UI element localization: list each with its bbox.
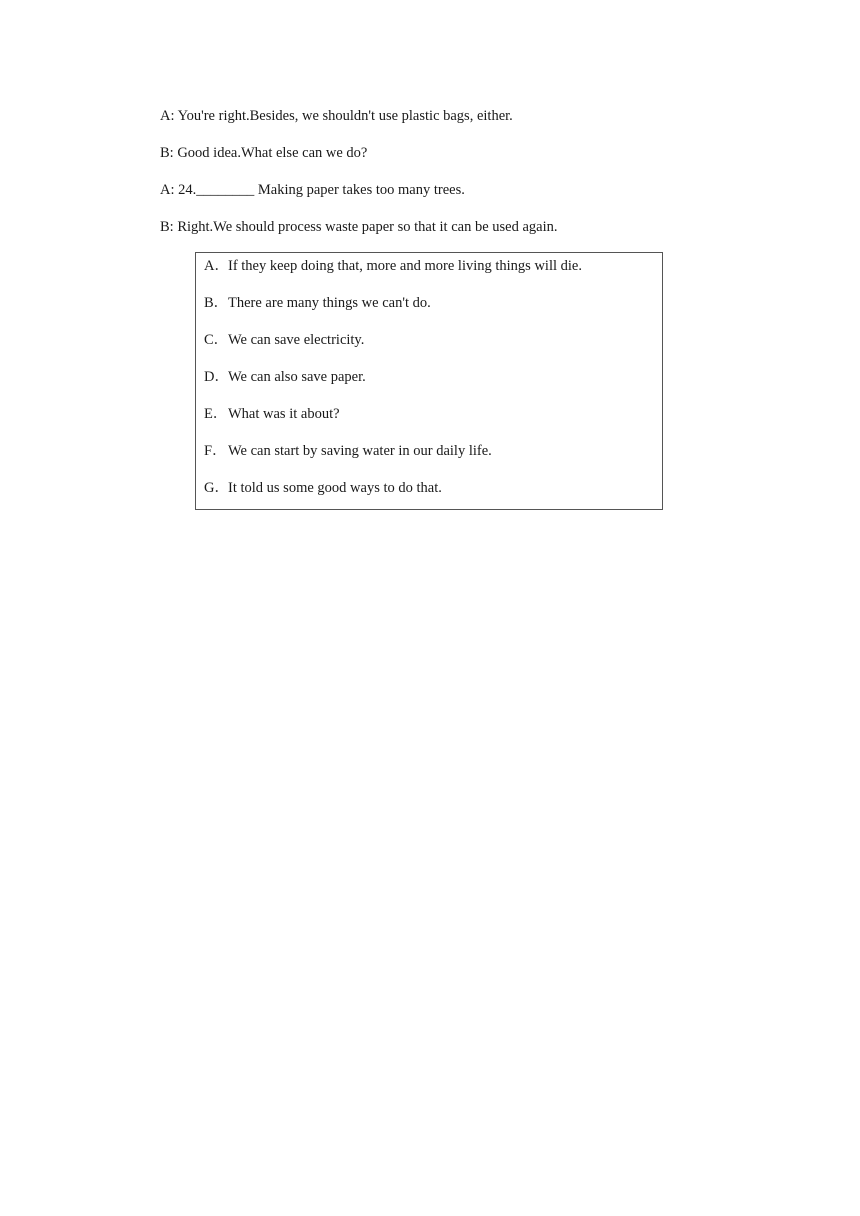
option-letter: C．	[204, 332, 229, 348]
option-g	[204, 478, 582, 498]
option-text: We can also save paper.	[228, 369, 366, 385]
option-text: We can save electricity.	[228, 332, 365, 348]
option-f	[204, 441, 582, 461]
options-list	[204, 256, 582, 515]
option-text: It told us some good ways to do that.	[228, 480, 442, 496]
option-letter: F．	[204, 443, 227, 459]
option-text: There are many things we can't do.	[228, 295, 431, 311]
option-e	[204, 404, 582, 424]
option-text: We can start by saving water in our daily life.	[228, 443, 492, 459]
option-letter: G．	[204, 480, 229, 496]
option-letter: E．	[204, 406, 228, 422]
option-c	[204, 330, 582, 350]
dialogue-line: B: Right.We should process waste paper so that it can be used again.	[160, 219, 558, 235]
dialogue-line: A: 24.________ Making paper takes too many trees.	[160, 182, 465, 198]
dialogue-section	[160, 106, 760, 254]
option-b	[204, 293, 582, 313]
dialogue-line: B: Good idea.What else can we do?	[160, 145, 368, 161]
option-a	[204, 256, 582, 276]
option-text: What was it about?	[228, 406, 340, 422]
dialogue-line: A: You're right.Besides, we shouldn't use plastic bags, either.	[160, 108, 513, 124]
option-d	[204, 367, 582, 387]
answer-options-box	[195, 252, 663, 510]
option-text: If they keep doing that, more and more living things will die.	[228, 258, 582, 274]
option-letter: D．	[204, 369, 229, 385]
option-letter: A．	[204, 258, 229, 274]
option-letter: B．	[204, 295, 229, 311]
